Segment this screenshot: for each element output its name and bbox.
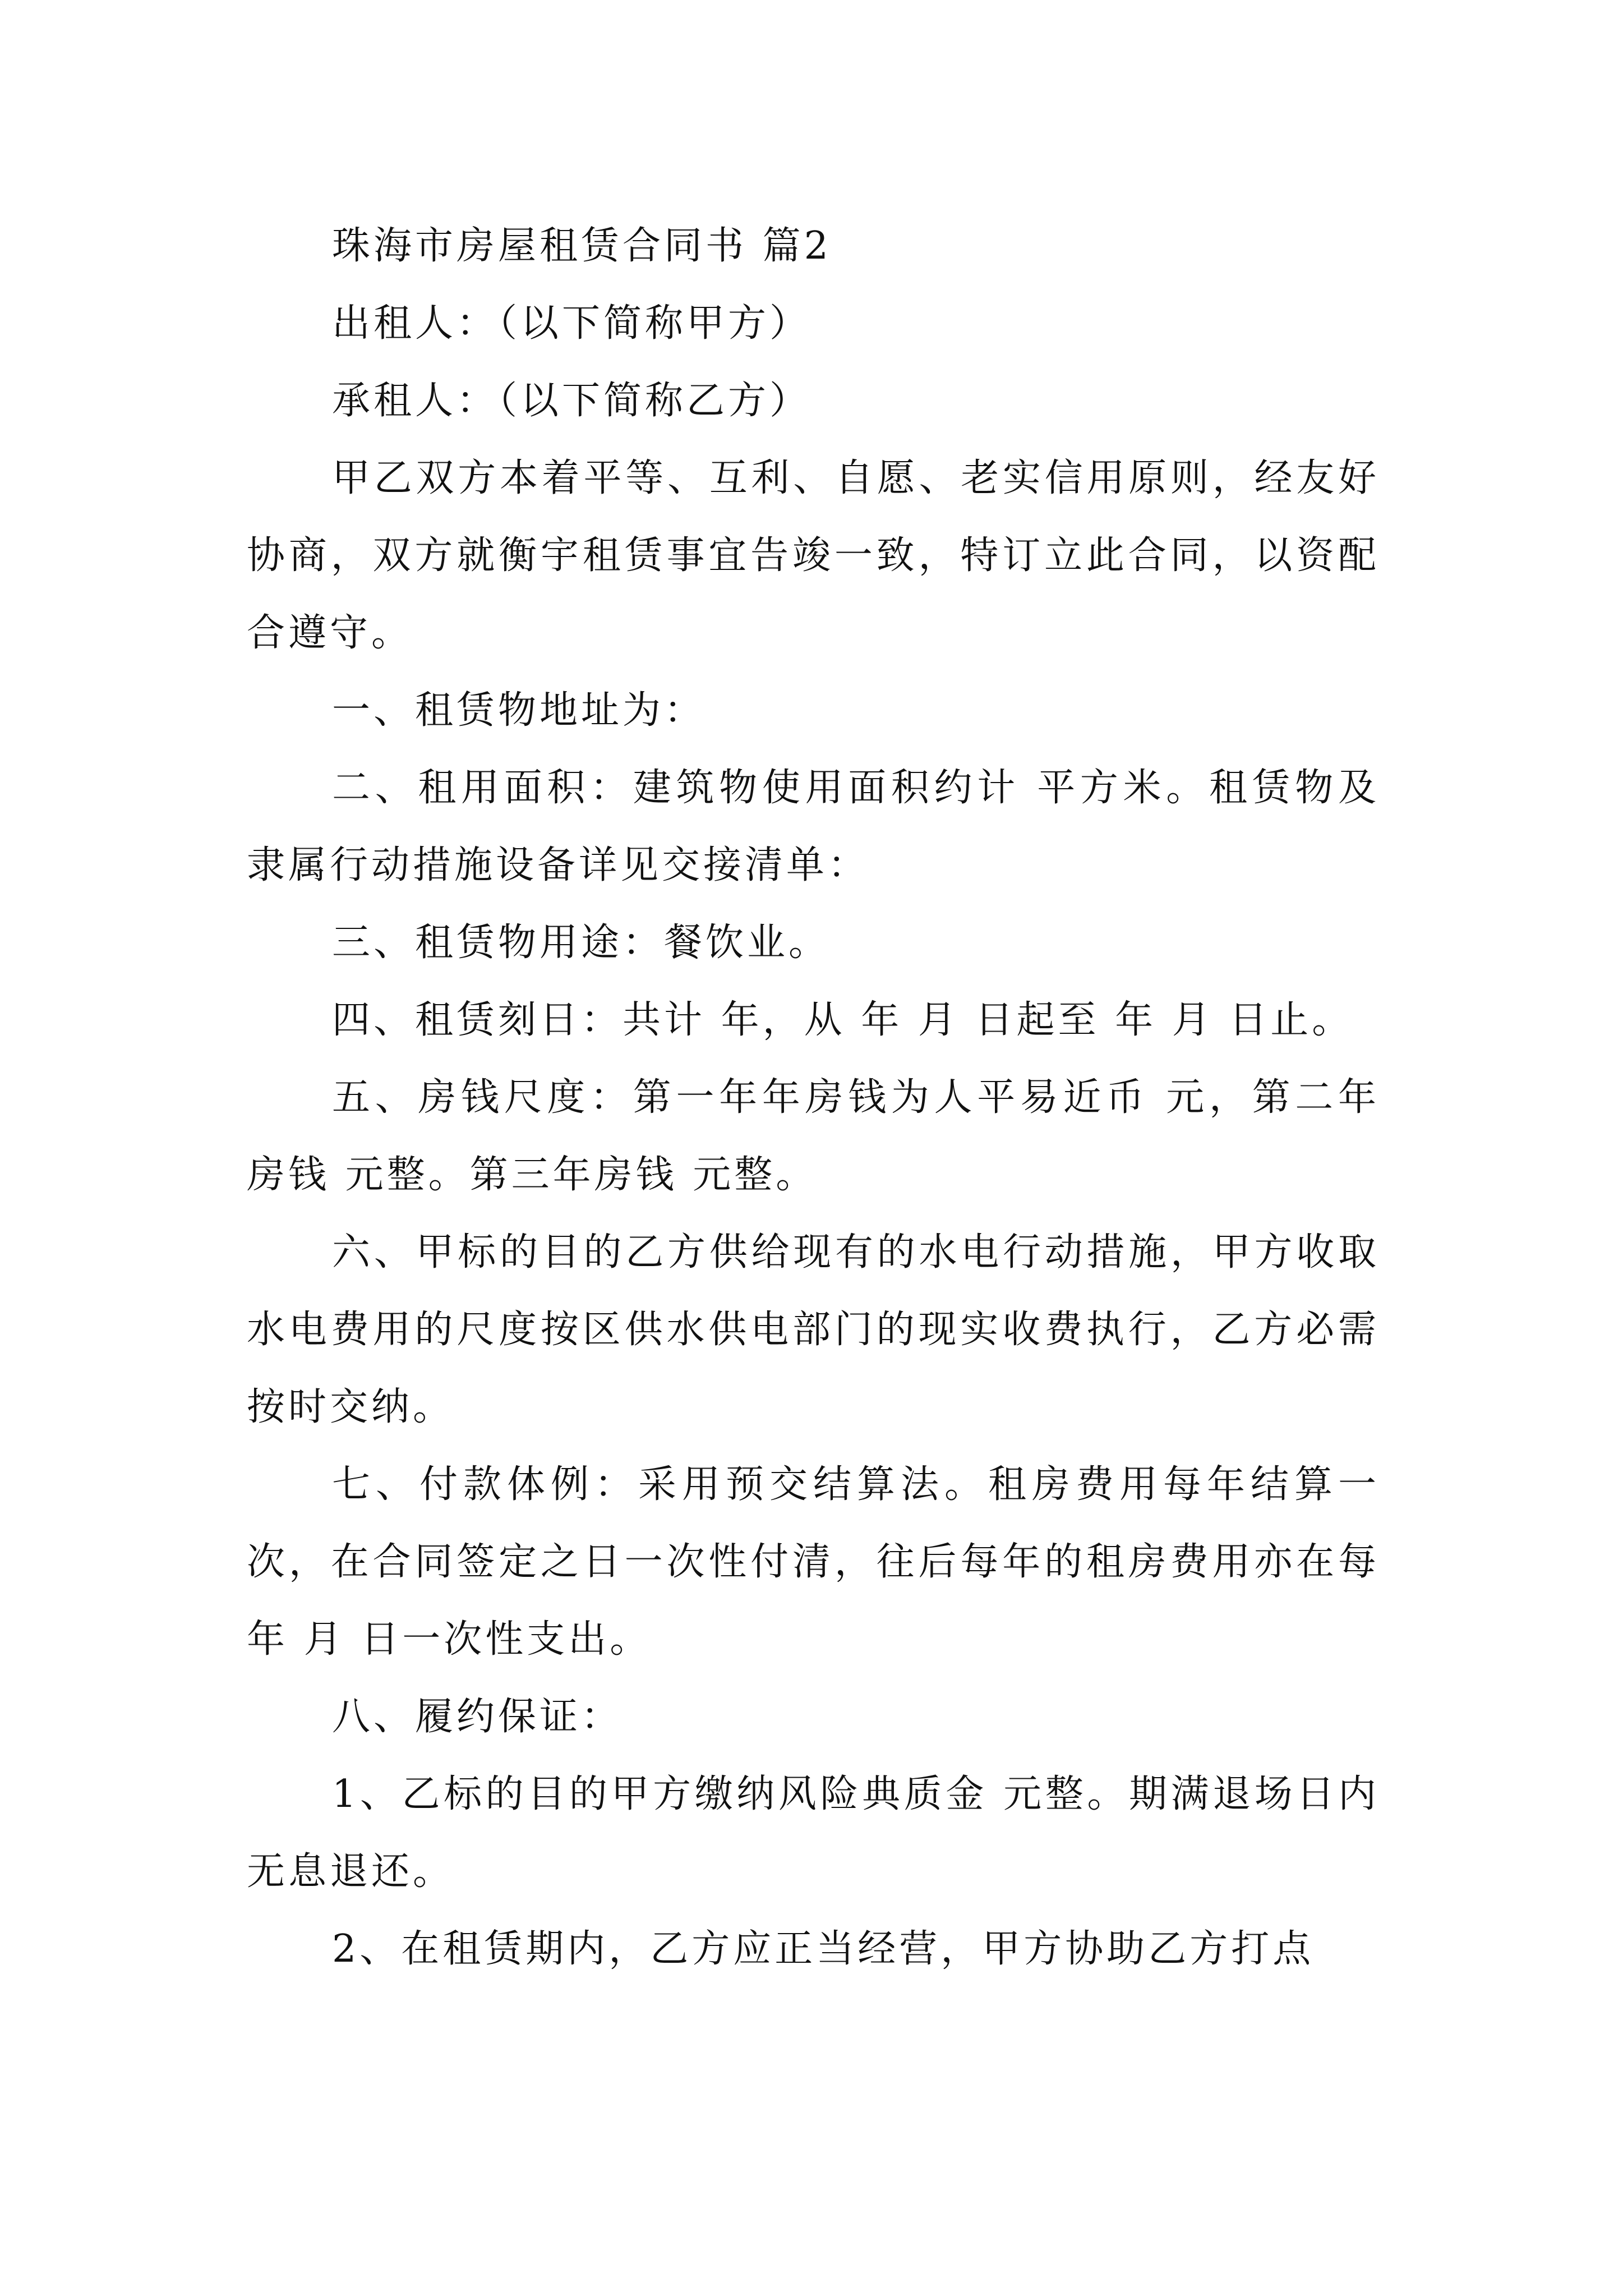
clause-8-item-1: 1、乙标的目的甲方缴纳风险典质金 元整。期满退场日内无息退还。 (247, 1772, 1380, 1894)
clause-5-rent: 五、房钱尺度：第一年年房钱为人平易近币 元，第二年房钱 元整。第三年房钱 元整。 (247, 1075, 1380, 1197)
clause-8-item-2: 2、在租赁期内，乙方应正当经营，甲方协助乙方打点 (332, 1927, 1315, 1971)
clause-1-address: 一、租赁物地址为： (332, 688, 706, 733)
clause-4-term: 四、租赁刻日：共计 年，从 年 月 日起至 年 月 日止。 (332, 998, 1354, 1042)
clause-6-utilities: 六、甲标的目的乙方供给现有的水电行动措施，甲方收取水电费用的尺度按区供水供电部门的现实收费执行，乙方必需按时交纳。 (247, 1230, 1380, 1429)
preamble-paragraph: 甲乙双方本着平等、互利、自愿、老实信用原则，经友好协商，双方就衡宇租赁事宜告竣一致，特订立此合同，以资配合遵守。 (247, 456, 1380, 655)
clause-7-payment: 七、付款体例：采用预交结算法。租房费用每年结算一次，在合同签定之日一次性付清，往后每年的租房费用亦在每年 月 日一次性支出。 (247, 1462, 1380, 1662)
document-title: 珠海市房屋租赁合同书 篇2 (332, 224, 832, 268)
clause-8-guarantee: 八、履约保证： (332, 1695, 623, 1739)
lessee-line: 承租人：（以下简称乙方） (332, 379, 811, 423)
lessor-line: 出租人：（以下简称甲方） (332, 301, 811, 346)
clause-3-purpose: 三、租赁物用途：餐饮业。 (332, 921, 831, 965)
clause-2-area: 二、租用面积：建筑物使用面积约计 平方米。租赁物及隶属行动措施设备详见交接清单： (247, 766, 1380, 887)
document-body (247, 208, 1380, 1988)
